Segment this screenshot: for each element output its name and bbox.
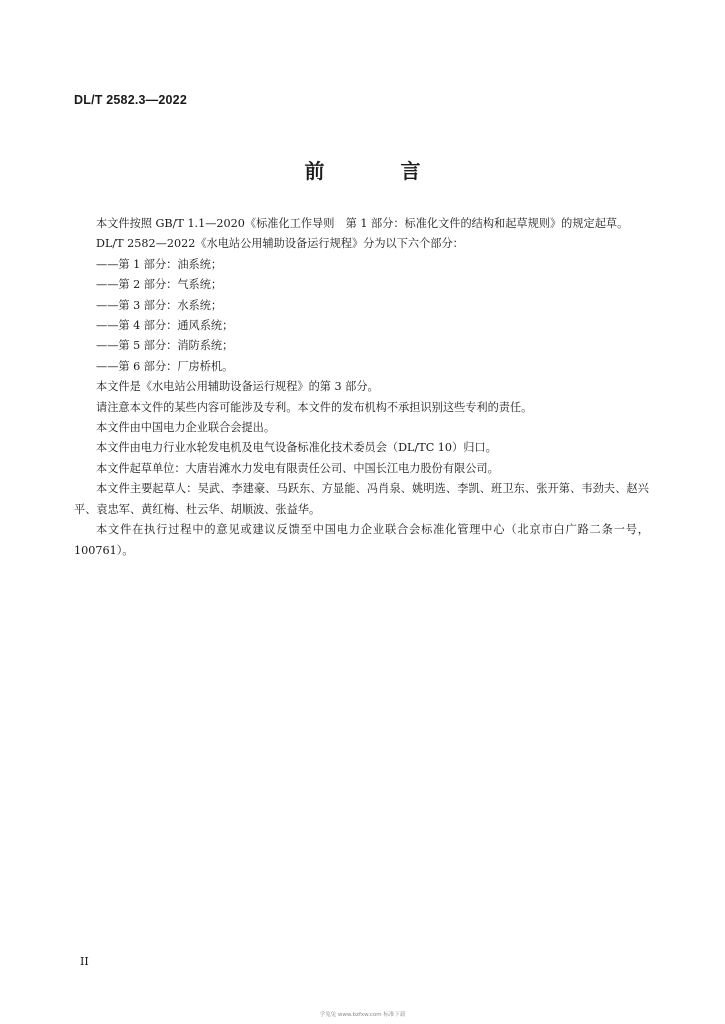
paragraph-committee: 本文件由电力行业水轮发电机及电气设备标准化技术委员会（DL/TC 10）归口。 (96, 441, 497, 455)
paragraph-drafting-basis: 本文件按照 GB/T 1.1—2020《标准化工作导则 第 1 部分：标准化文件的结构和起草规则》的规定起草。 (96, 217, 629, 230)
paragraph-drafters: 本文件主要起草人：吴武、李建豪、马跃东、方显能、冯肖泉、姚明选、李凯、班卫东、张开第、韦劲夫、赵兴平、袁忠军、黄红梅、杜云华、胡顺波、张益华。 (74, 482, 649, 516)
paragraph-proposer: 本文件由中国电力企业联合会提出。 (96, 421, 276, 435)
paragraph-parts-intro: DL/T 2582—2022《水电站公用辅助设备运行规程》分为以下六个部分： (96, 237, 464, 251)
section-title-foreword: 前 言 (304, 159, 449, 183)
list-item: ——第 4 部分：通风系统； (96, 319, 234, 333)
list-item: ——第 2 部分：气系统； (96, 278, 223, 292)
list-item: ——第 3 部分：水系统； (96, 298, 223, 312)
list-item: ——第 6 部分：厂房桥机。 (96, 359, 234, 373)
watermark-text: 学兔兔 www.bzfxw.com 标准下载 (319, 1012, 406, 1018)
list-item: ——第 1 部分：油系统； (96, 257, 223, 271)
paragraph-feedback: 本文件在执行过程中的意见或建议反馈至中国电力企业联合会标准化管理中心（北京市白广路二条一号，100761）。 (74, 523, 649, 557)
document-code: DL/T 2582.3—2022 (74, 93, 187, 107)
list-item: ——第 5 部分：消防系统； (96, 339, 234, 353)
parts-list (74, 255, 649, 377)
page-number: II (80, 955, 89, 968)
paragraph-part-statement: 本文件是《水电站公用辅助设备运行规程》的第 3 部分。 (96, 380, 379, 394)
paragraph-drafting-units: 本文件起草单位：大唐岩滩水力发电有限责任公司、中国长江电力股份有限公司。 (96, 461, 499, 475)
paragraph-patent-notice: 请注意本文件的某些内容可能涉及专利。本文件的发布机构不承担识别这些专利的责任。 (96, 400, 533, 414)
foreword-body (74, 214, 649, 561)
